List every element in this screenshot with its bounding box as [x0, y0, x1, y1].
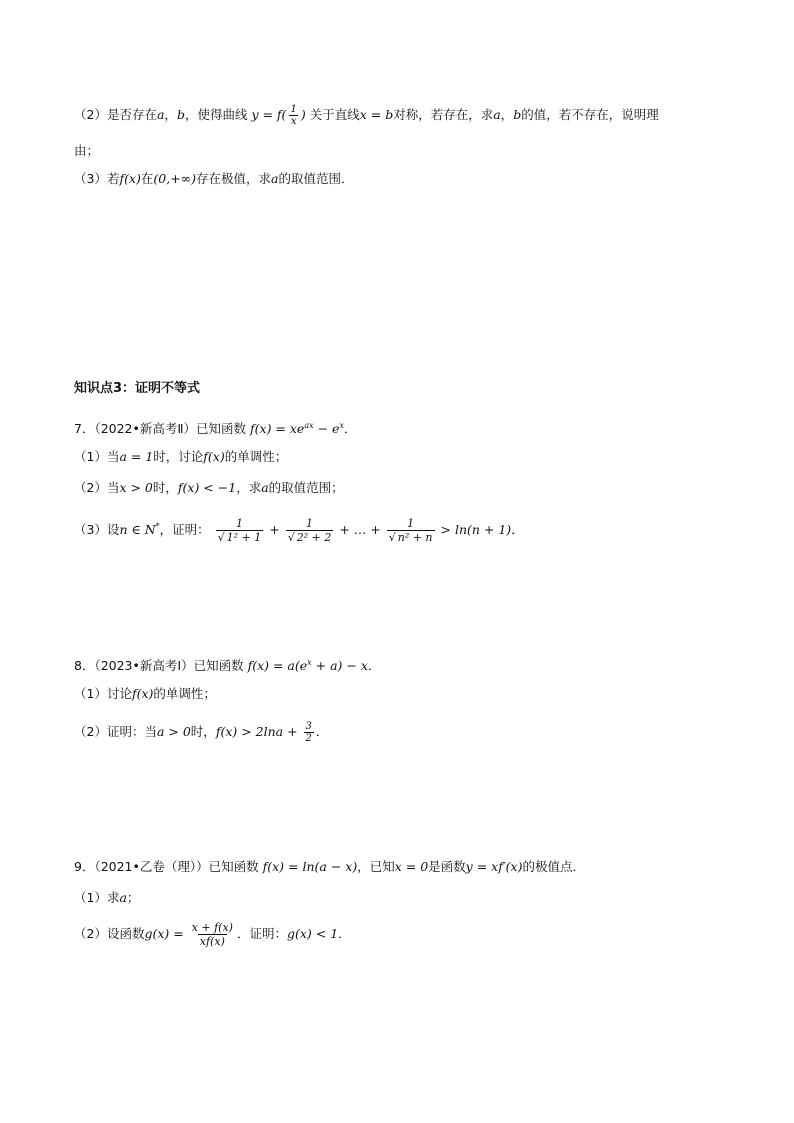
math-a: a: [493, 107, 501, 122]
text: 关于直线: [309, 107, 360, 122]
math-condition: a > 0: [156, 724, 191, 739]
radicand-rest: ² + 2: [303, 531, 332, 545]
numerator: 1: [306, 517, 314, 531]
text: ，使得曲线: [184, 107, 248, 122]
fraction-g: [190, 921, 235, 948]
math-close: ): [300, 107, 306, 122]
math-function: f(x) = xe: [250, 421, 305, 437]
text: 是函数: [428, 859, 466, 874]
text: （1）求: [74, 890, 120, 905]
q8-part2: [74, 717, 328, 747]
q9-stem: [74, 857, 585, 877]
text: （1）当: [74, 449, 120, 464]
text: ．: [343, 421, 357, 437]
denominator: √ 2² + 2: [287, 531, 332, 545]
text: 存在极值，求: [195, 171, 271, 186]
math-rhs: > ln(n + 1): [436, 522, 512, 538]
q7-part3: [74, 510, 524, 547]
math-plus: +: [265, 522, 284, 538]
q6-part2-line1: [74, 104, 659, 127]
text: ；: [126, 890, 140, 905]
math-inequality: f(x) < −1: [177, 480, 237, 495]
math-fx: f(x): [119, 171, 141, 186]
text: ，: [164, 107, 177, 122]
text: 时，: [152, 480, 178, 495]
numerator: x + f(x): [191, 921, 233, 934]
q7-part1: [74, 447, 287, 467]
text: （2）是否存在: [74, 107, 157, 122]
text: 时，讨论: [153, 449, 204, 464]
text: ，求: [236, 480, 262, 495]
text: ．: [315, 724, 329, 739]
text: （2）证明：当: [74, 724, 157, 739]
math-g: g(x) =: [144, 926, 188, 941]
text: （3）若: [74, 171, 120, 186]
fraction-3-over-2: [304, 721, 314, 744]
text: 8．（2023•新高考Ⅰ）已知函数: [74, 658, 244, 674]
denominator: 2: [305, 733, 312, 744]
q7-part2: [74, 478, 344, 498]
text: ．: [338, 926, 351, 941]
denominator: x: [290, 116, 297, 127]
denominator: xf(x): [199, 935, 225, 948]
math-derivative: y = xf′(x): [465, 859, 523, 874]
text: （2）当: [74, 480, 120, 495]
math-star: *: [155, 522, 160, 531]
math-function: f(x) = a(e: [247, 658, 308, 674]
text: ，: [500, 107, 514, 122]
math-domain: n ∈ N: [119, 522, 156, 538]
text: ．: [367, 658, 381, 674]
text: 时，: [190, 724, 216, 739]
text: ，已知: [357, 859, 395, 874]
text: （2）设函数: [74, 926, 145, 941]
radicand-rest: ² + n: [404, 531, 433, 545]
q8-stem: [74, 653, 380, 676]
q7-stem: [74, 416, 356, 439]
q9-part1: [74, 888, 139, 908]
math-interval: (0,+∞): [153, 171, 196, 186]
text: 对称，若存在，求: [393, 107, 494, 122]
math-fx: f(x): [131, 686, 154, 701]
text: 由；: [74, 143, 100, 158]
text: ．: [511, 522, 524, 538]
text: 9．（2021•乙卷（理））已知函数: [74, 859, 259, 874]
q6-part3: [74, 169, 353, 189]
text: 的单调性；: [224, 449, 288, 464]
math-inequality: f(x) > 2lna +: [215, 724, 302, 739]
text: ，证明：: [159, 522, 210, 538]
math-exponent: x: [307, 658, 312, 667]
radicand: n: [397, 531, 405, 545]
numerator: 3: [305, 721, 312, 732]
numerator: 1: [407, 517, 415, 531]
text: （3）设: [74, 522, 120, 538]
denominator: √ n² + n: [388, 531, 433, 545]
text: 在: [140, 171, 154, 186]
math-minus: − e: [313, 421, 340, 437]
denominator: √ 1² + 1: [217, 531, 262, 545]
text: ．证明：: [236, 926, 287, 941]
numerator: 1: [290, 104, 297, 115]
text: 7．（2022•新高考Ⅱ）已知函数: [74, 421, 247, 437]
radicand: 1: [226, 531, 234, 545]
fraction-term-1: [216, 517, 264, 544]
q8-part1: [74, 684, 216, 704]
fraction-term-n: [387, 517, 435, 544]
math-line: x = b: [359, 107, 394, 122]
math-condition: a = 1: [119, 449, 154, 464]
fraction-term-2: [286, 517, 334, 544]
section-heading: 知识点3：证明不等式: [74, 381, 201, 396]
math-a: a: [271, 171, 279, 186]
math-a: a: [156, 107, 165, 122]
math-fx: f(x): [203, 449, 225, 464]
math-function-rest: + a) − x: [311, 658, 368, 674]
radicand-rest: ² + 1: [233, 531, 262, 545]
text: 的值，若不存在，说明理: [521, 107, 659, 122]
numerator: 1: [235, 517, 243, 531]
text: 的取值范围；: [268, 480, 344, 495]
math-exponent: x: [339, 421, 344, 430]
text: 的取值范围．: [278, 171, 354, 186]
radicand: 2: [296, 531, 304, 545]
math-ellipsis: + … +: [335, 522, 385, 538]
math-a: a: [261, 480, 269, 495]
math-point: x = 0: [394, 859, 429, 874]
math-exponent: ax: [304, 421, 314, 430]
math-function: f(x) = ln(a − x): [262, 859, 358, 874]
math-b: b: [176, 107, 185, 122]
text: 的单调性；: [153, 686, 216, 701]
math-b: b: [513, 107, 522, 122]
math-curve: y = f(: [251, 107, 287, 122]
math-a: a: [119, 890, 127, 905]
math-condition: x > 0: [119, 480, 153, 495]
q9-part2: [74, 917, 351, 951]
text: 的极值点．: [522, 859, 585, 874]
q6-part2-line2: [74, 141, 99, 161]
text: （1）讨论: [74, 686, 132, 701]
fraction-1-over-x: [288, 104, 298, 127]
math-inequality: g(x) < 1: [286, 926, 339, 941]
